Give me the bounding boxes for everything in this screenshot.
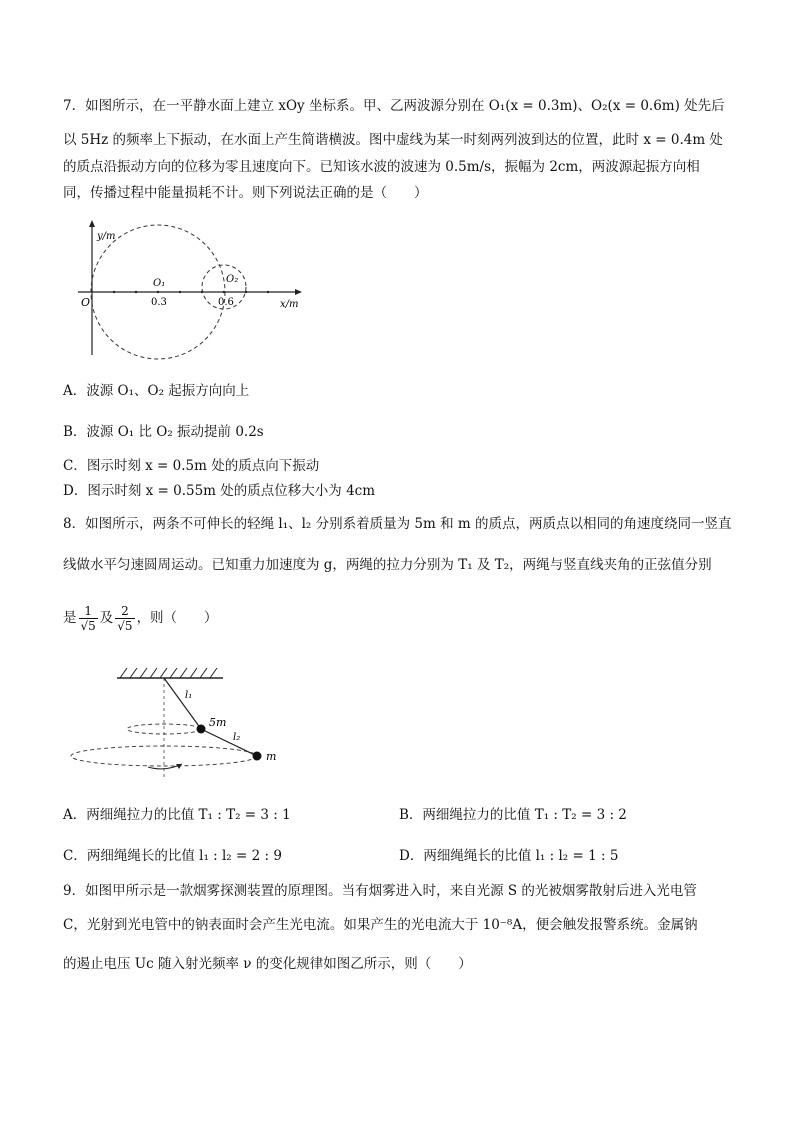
x-axis-label: x/m <box>280 299 299 310</box>
q7-wave-figure <box>70 215 310 365</box>
q8-pendulum-figure <box>60 660 300 785</box>
q8-line3-mid: 及 <box>99 610 114 626</box>
q7-text-line2: 以 5Hz 的频率上下振动，在水面上产生简谐横波。图中虚线为某一时刻两列波到达的位置，此时 x = 0.4m 处 <box>63 132 723 148</box>
rope-l2 <box>201 729 257 756</box>
ceiling-hatching <box>120 668 217 678</box>
q8-line3-prefix: 是 <box>63 610 77 626</box>
origin-label: O <box>81 296 91 309</box>
q8-line3-suffix: ，则（ ） <box>136 610 218 626</box>
tick-label-0.6: 0.6 <box>218 297 234 308</box>
l2-label: l₂ <box>233 732 241 743</box>
q7-option-d: D．图示时刻 x = 0.55m 处的质点位移大小为 4cm <box>63 483 376 499</box>
mass-5m <box>197 725 206 734</box>
q8-text-line3 <box>63 598 218 638</box>
x-axis-arrow <box>295 289 302 295</box>
q7-option-c: C．图示时刻 x = 0.5m 处的质点向下振动 <box>63 458 320 474</box>
mass-m <box>253 752 262 761</box>
q9-text-line2: C，光射到光电管中的钠表面时会产生光电流。如果产生的光电流大于 10⁻⁸A，便会触发报警系统。金属钠 <box>63 917 698 933</box>
q8-option-b: B．两细绳拉力的比值 T₁ : T₂ = 3 : 2 <box>399 807 627 823</box>
tick-label-0.3: 0.3 <box>151 297 167 308</box>
q9-text-line3: 的遏止电压 Uc 随入射光频率 ν 的变化规律如图乙所示，则（ ） <box>63 956 472 972</box>
l1-label: l₁ <box>185 690 193 701</box>
q7-text-line4: 同，传播过程中能量损耗不计。则下列说法正确的是（ ） <box>63 185 428 201</box>
y-axis-label: y/m <box>97 231 116 242</box>
q8-option-c: C．两细绳绳长的比值 l₁ : l₂ = 2 : 9 <box>63 848 282 864</box>
mass-m-label: m <box>266 750 277 763</box>
q8-option-d: D．两细绳绳长的比值 l₁ : l₂ = 1 : 5 <box>399 848 619 864</box>
fraction-2-over-sqrt5: $\frac{2}{√5}$ <box>117 604 133 633</box>
o2-label: O₂ <box>226 274 239 285</box>
q7-text-line1: 7．如图所示，在一平静水面上建立 xOy 坐标系。甲、乙两波源分别在 O₁(x = 0.3m)、O₂(x = 0.6m) 处先后 <box>63 98 725 114</box>
y-axis-arrow <box>89 220 95 227</box>
q7-text-line3: 的质点沿振动方向的位移为零且速度向下。已知该水波的波速为 0.5m/s，振幅为 2cm，两波源起振方向相 <box>63 159 700 175</box>
q7-option-a: A．波源 O₁、O₂ 起振方向向上 <box>63 383 250 399</box>
rope-l1 <box>164 678 201 729</box>
q8-text-line2: 线做水平匀速圆周运动。已知重力加速度为 g，两绳的拉力分别为 T₁ 及 T₂，两绳与竖直线夹角的正弦值分别 <box>63 557 712 573</box>
q9-text-line1: 9．如图甲所示是一款烟雾探测装置的原理图。当有烟雾进入时，来自光源 S 的光被烟雾散射后进入光电管 <box>63 883 697 899</box>
mass-5m-label: 5m <box>209 716 227 729</box>
fraction-1-over-sqrt5: $\frac{1}{√5}$ <box>80 604 96 633</box>
q7-option-b: B．波源 O₁ 比 O₂ 振动提前 0.2s <box>63 424 264 440</box>
q8-option-a: A．两细绳拉力的比值 T₁ : T₂ = 3 : 1 <box>63 807 291 823</box>
o1-label: O₁ <box>153 278 166 289</box>
q8-text-line1: 8．如图所示，两条不可伸长的轻绳 l₁、l₂ 分别系着质量为 5m 和 m 的质点，两质点以相同的角速度绕同一竖直 <box>63 516 732 532</box>
